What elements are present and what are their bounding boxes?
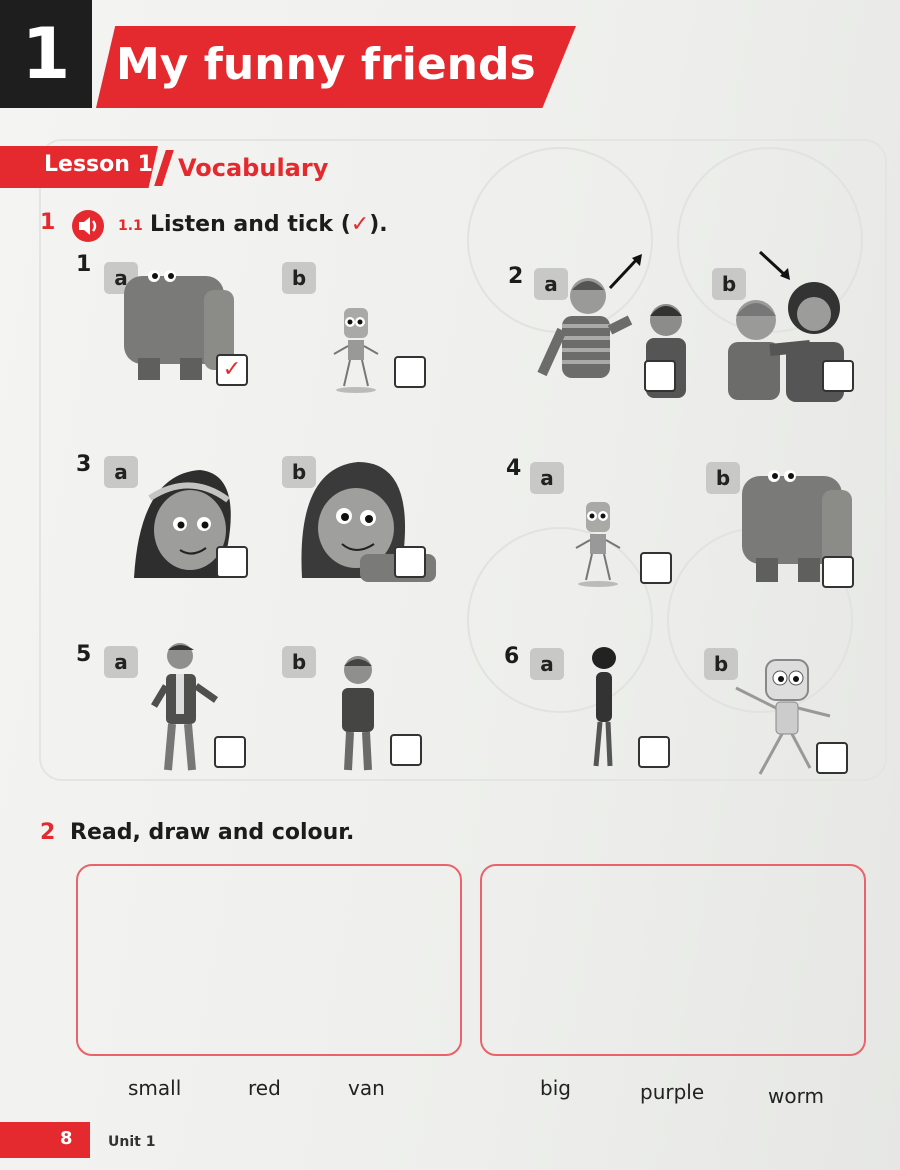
item-5-number: 5 xyxy=(76,642,92,667)
item-3-number: 3 xyxy=(76,452,92,477)
word-2: red xyxy=(248,1076,281,1100)
item-1-number: 1 xyxy=(76,252,92,277)
word-3: van xyxy=(348,1076,385,1100)
item-6-number: 6 xyxy=(504,644,520,669)
lesson-label: Lesson 1 xyxy=(44,152,153,177)
exercise-1-number: 1 xyxy=(40,210,56,235)
item-5-option-b: b xyxy=(282,646,316,678)
item-3-option-a: a xyxy=(104,456,138,488)
item-5a-tickbox[interactable] xyxy=(214,736,246,768)
exercise-2-number: 2 xyxy=(40,820,56,845)
word-4: big xyxy=(540,1076,571,1100)
item-2-option-a: a xyxy=(534,268,568,300)
drawing-box-1[interactable] xyxy=(76,864,462,1056)
item-4-option-b: b xyxy=(706,462,740,494)
lesson-topic: Vocabulary xyxy=(178,154,329,182)
item-3a-tickbox[interactable] xyxy=(216,546,248,578)
item-1a-tickbox[interactable]: ✓ xyxy=(216,354,248,386)
item-4a-tickbox[interactable] xyxy=(640,552,672,584)
item-5b-tickbox[interactable] xyxy=(390,734,422,766)
page-number-tab xyxy=(0,1122,90,1158)
item-3b-tickbox[interactable] xyxy=(394,546,426,578)
word-6: worm xyxy=(768,1084,824,1108)
drawing-box-2[interactable] xyxy=(480,864,866,1056)
item-4-number: 4 xyxy=(506,456,522,481)
unit-title: My funny friends xyxy=(116,39,536,90)
item-5-option-a: a xyxy=(104,646,138,678)
item-6-option-b: b xyxy=(704,648,738,680)
item-2b-tickbox[interactable] xyxy=(822,360,854,392)
exercise-1-instruction: Listen and tick (✓). xyxy=(150,212,388,237)
item-6a-tickbox[interactable] xyxy=(638,736,670,768)
item-2a-tickbox[interactable] xyxy=(644,360,676,392)
exercise-2-instruction: Read, draw and colour. xyxy=(70,820,355,845)
audio-speaker-icon[interactable] xyxy=(72,210,104,242)
unit-number: 1 xyxy=(21,13,71,95)
item-4a-small-robot-picture xyxy=(570,500,630,588)
item-6a-thin-creature-picture xyxy=(582,646,622,770)
item-1-option-a: a xyxy=(104,262,138,294)
footer-unit-label: Unit 1 xyxy=(108,1134,156,1150)
item-5a-tall-boy-picture xyxy=(148,640,220,776)
item-1b-small-robot-picture xyxy=(330,306,386,396)
word-1: small xyxy=(128,1076,182,1100)
item-2-number: 2 xyxy=(508,264,524,289)
item-6b-tickbox[interactable] xyxy=(816,742,848,774)
word-5: purple xyxy=(640,1080,705,1104)
item-4b-tickbox[interactable] xyxy=(822,556,854,588)
item-3-option-b: b xyxy=(282,456,316,488)
item-2-option-b: b xyxy=(712,268,746,300)
item-1b-tickbox[interactable] xyxy=(394,356,426,388)
page-number: 8 xyxy=(60,1128,73,1149)
item-4-option-a: a xyxy=(530,462,564,494)
item-5b-short-boy-picture xyxy=(334,652,384,774)
audio-track-number: 1.1 xyxy=(118,218,143,234)
item-1-option-b: b xyxy=(282,262,316,294)
item-6-option-a: a xyxy=(530,648,564,680)
